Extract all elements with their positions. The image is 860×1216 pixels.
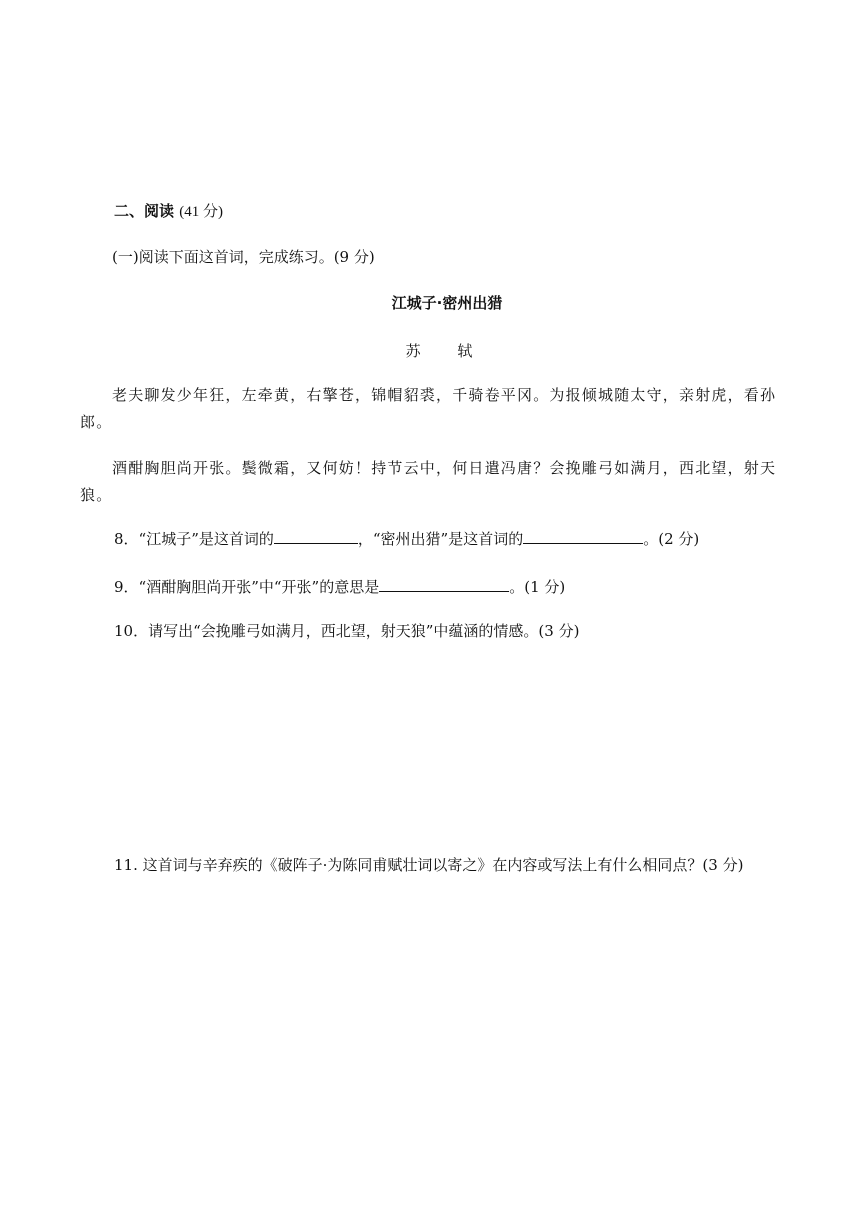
- question-text: 请写出“会挽雕弓如满月，西北望，射天狼”中蕴涵的情感。(3 分): [148, 622, 580, 640]
- question-9: [114, 576, 565, 597]
- section-heading: [114, 200, 223, 221]
- poem-author: 苏 轼: [405, 342, 489, 360]
- answer-blank[interactable]: [523, 529, 643, 544]
- question-number: 8．: [114, 530, 139, 548]
- question-score: 。(2 分): [643, 530, 700, 548]
- question-11: [80, 852, 792, 879]
- question-number: 10．: [114, 622, 149, 640]
- question-number: 9．: [114, 578, 139, 596]
- reading-intro: (一)阅读下面这首词，完成练习。(9 分): [112, 248, 375, 266]
- poem-title: 江城子·密州出猎: [391, 294, 503, 312]
- answer-blank[interactable]: [274, 529, 358, 544]
- question-text: “江城子”是这首词的: [138, 530, 274, 548]
- question-10: [114, 620, 579, 641]
- section-score: (41 分): [179, 204, 223, 220]
- question-text: “酒酣胸胆尚开张”中“开张”的意思是: [138, 578, 380, 596]
- answer-blank[interactable]: [379, 577, 509, 592]
- question-number: 11.: [114, 856, 138, 874]
- question-8: [114, 528, 699, 549]
- question-text: ，“密州出猎”是这首词的: [357, 530, 524, 548]
- question-text: 这首词与辛弃疾的《破阵子·为陈同甫赋壮词以寄之》在内容或写法上有什么相同点？(3 分): [137, 856, 744, 874]
- section-title: 二、阅读: [114, 202, 175, 220]
- poem-stanza-1: 老夫聊发少年狂，左牵黄，右擎苍，锦帽貂裘，千骑卷平冈。为报倾城随太守，亲射虎，看孙郎。: [80, 386, 777, 431]
- question-score: 。(1 分): [509, 578, 566, 596]
- poem-stanza-2: 酒酣胸胆尚开张。鬓微霜，又何妨！持节云中，何日遣冯唐？会挽雕弓如满月，西北望，射天狼。: [80, 459, 777, 504]
